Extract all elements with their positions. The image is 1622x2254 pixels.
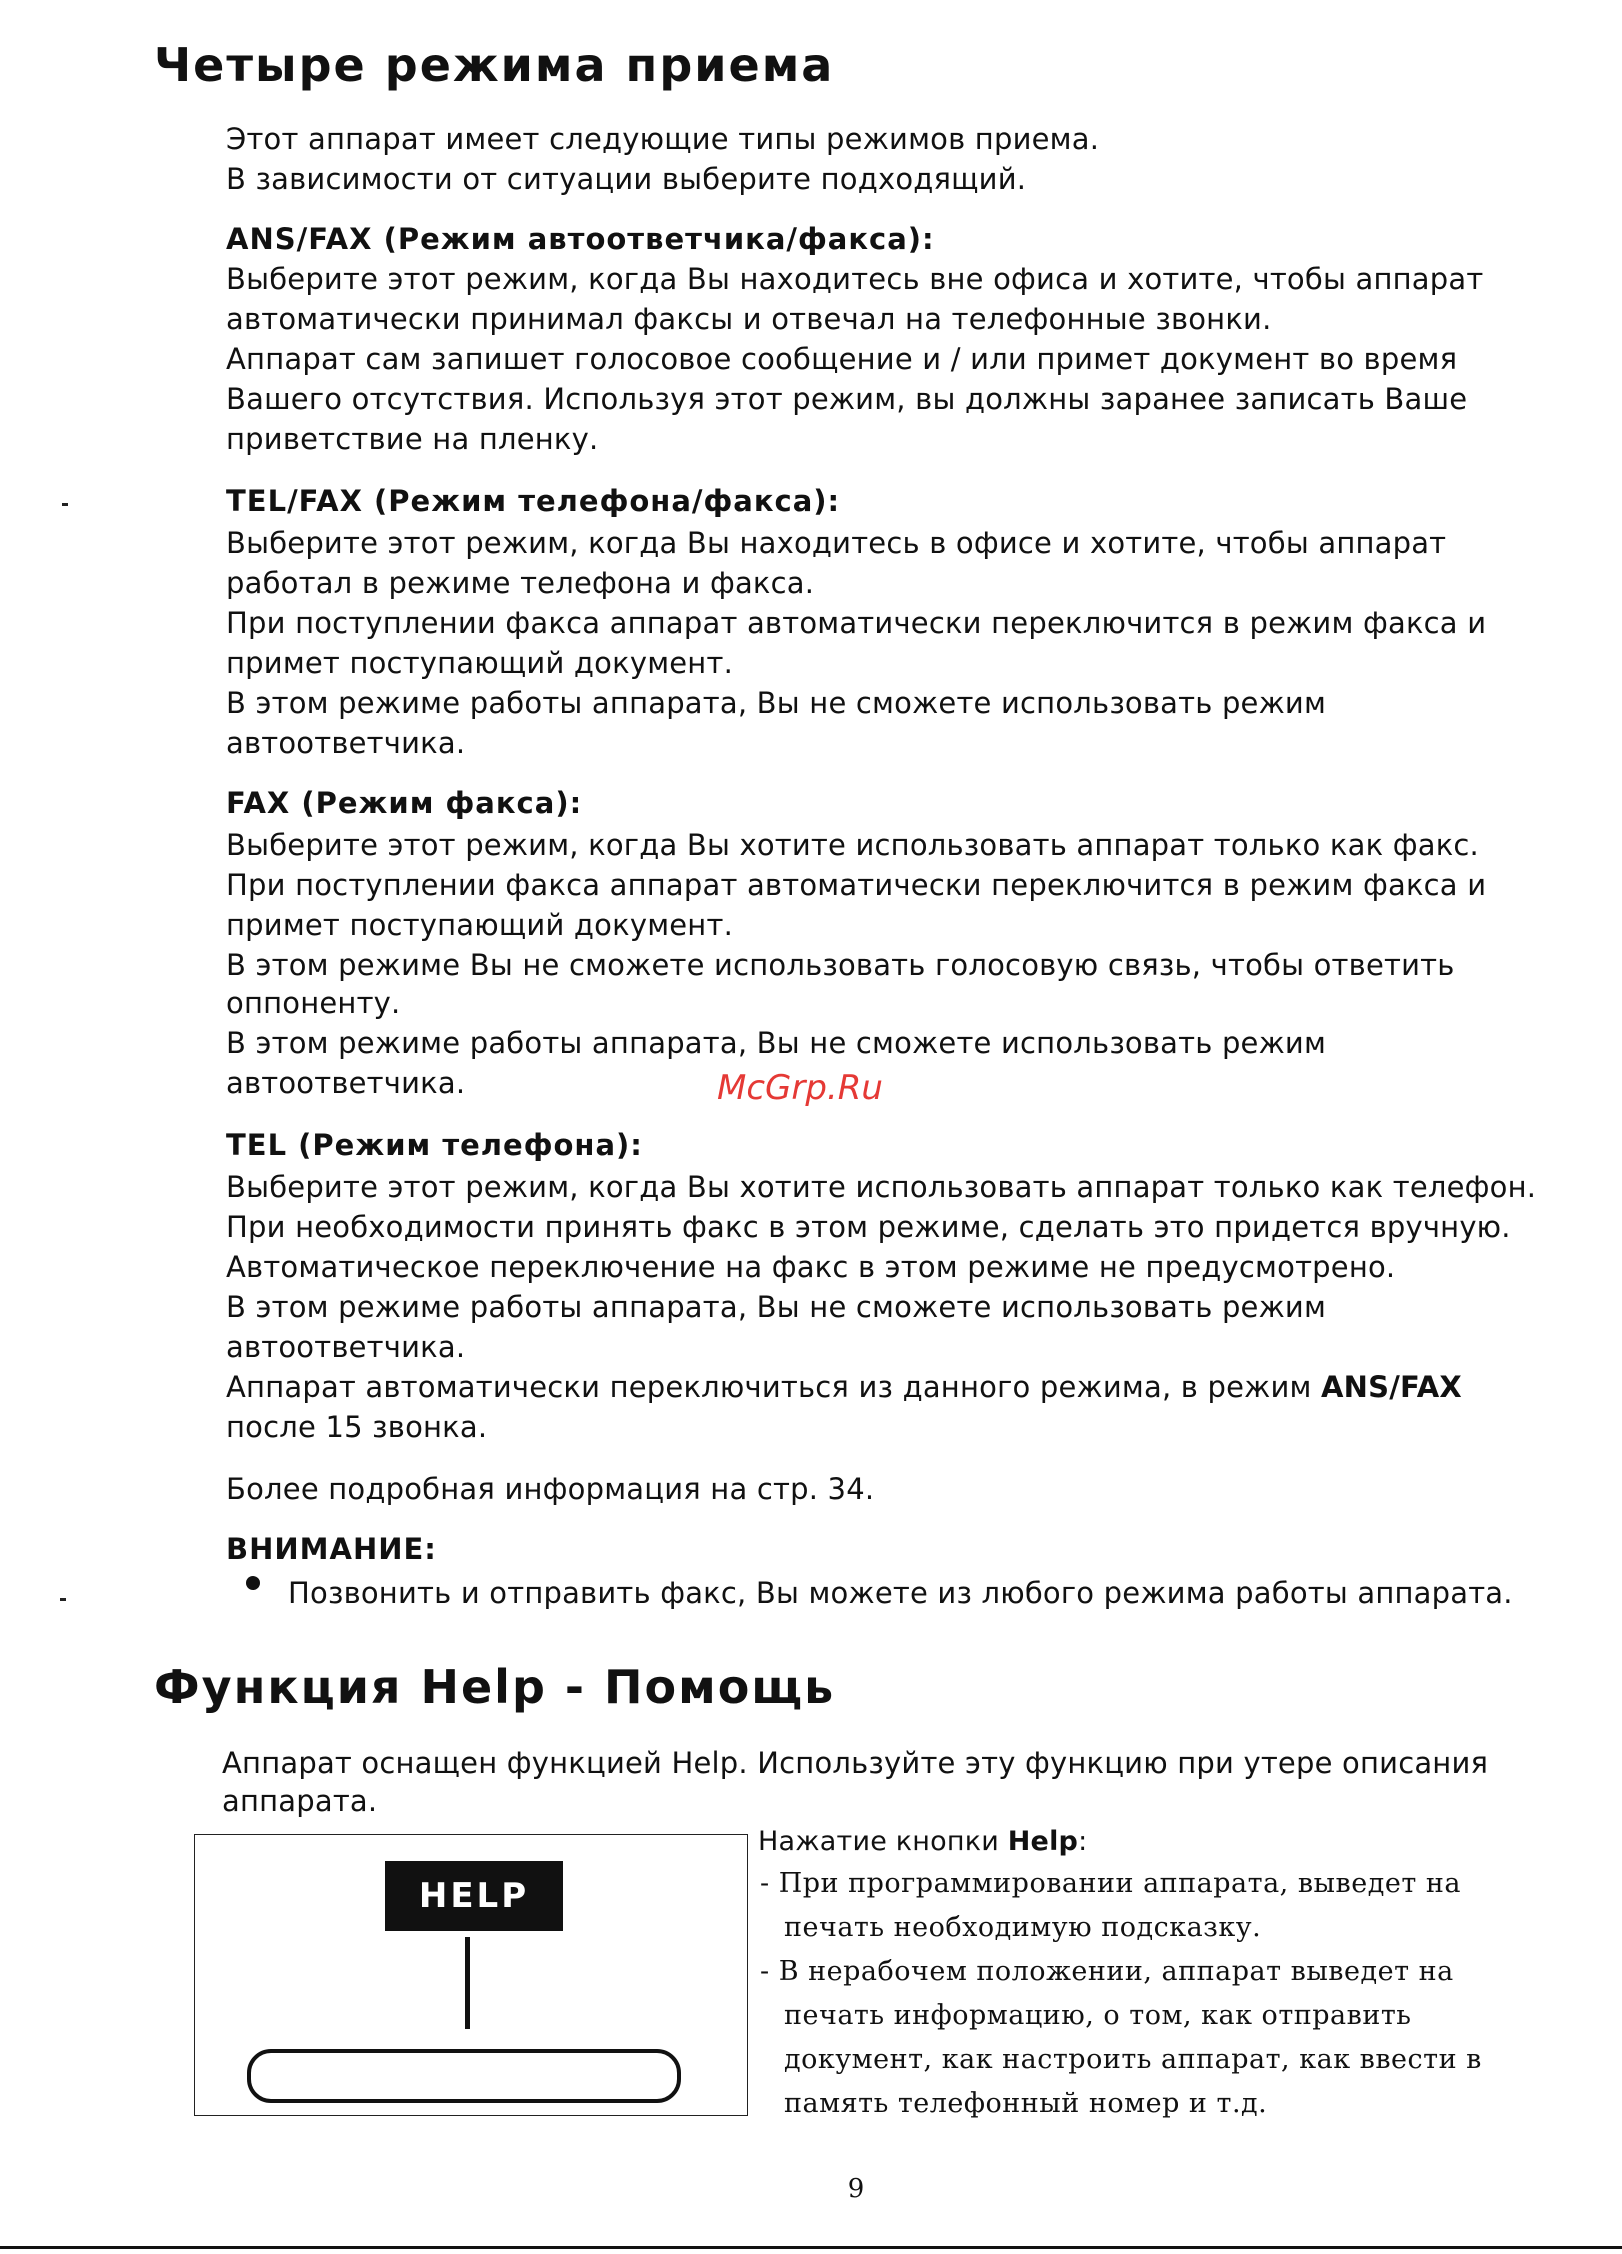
- tel-switch-prefix: Аппарат автоматически переключиться из данного режима, в режим: [226, 1370, 1322, 1404]
- help-item-line: печать информацию, о том, как отправить: [784, 2000, 1412, 2031]
- ansfax-line: приветствие на пленку.: [226, 422, 599, 456]
- telfax-line: работал в режиме телефона и факса.: [226, 566, 815, 600]
- fax-line: В этом режиме работы аппарата, Вы не сможете использовать режим: [226, 1026, 1327, 1060]
- intro-line: Этот аппарат имеет следующие типы режимов приема.: [226, 122, 1100, 156]
- telfax-line: Выберите этот режим, когда Вы находитесь в офисе и хотите, чтобы аппарат: [226, 526, 1447, 560]
- tel-line: В этом режиме работы аппарата, Вы не сможете использовать режим: [226, 1290, 1327, 1324]
- ansfax-line: Выберите этот режим, когда Вы находитесь вне офиса и хотите, чтобы аппарат: [226, 262, 1484, 296]
- fax-line: Выберите этот режим, когда Вы хотите использовать аппарат только как факс.: [226, 828, 1479, 862]
- tel-line: после 15 звонка.: [226, 1410, 488, 1444]
- tel-switch-line: [226, 1370, 1462, 1404]
- help-press-prefix: Нажатие кнопки: [758, 1826, 1008, 1857]
- help-item-line: - В нерабочем положении, аппарат выведет на: [760, 1956, 1454, 1987]
- scan-mark: [60, 1598, 66, 1601]
- tel-line: автоответчика.: [226, 1330, 466, 1364]
- help-item-line: - При программировании аппарата, выведет на: [760, 1868, 1461, 1899]
- telfax-line: автоответчика.: [226, 726, 466, 760]
- telfax-line: примет поступающий документ.: [226, 646, 733, 680]
- ansfax-line: Аппарат сам запишет голосовое сообщение и / или примет документ во время: [226, 342, 1458, 376]
- tel-line: Выберите этот режим, когда Вы хотите использовать аппарат только как телефон.: [226, 1170, 1537, 1204]
- connector-line: [465, 1937, 470, 2029]
- bullet-icon: [246, 1576, 260, 1590]
- section-title-receive-modes: Четыре режима приема: [154, 38, 835, 92]
- help-diagram: [194, 1834, 748, 2116]
- telfax-heading: TEL/FAX (Режим телефона/факса):: [226, 484, 841, 518]
- help-press-line: [758, 1826, 1087, 1857]
- fax-line: автоответчика.: [226, 1066, 466, 1100]
- attention-heading: ВНИМАНИЕ:: [226, 1532, 437, 1566]
- tel-switch-mode: ANS/FAX: [1321, 1370, 1462, 1404]
- help-intro-line: аппарата.: [222, 1784, 378, 1818]
- tel-line: При необходимости принять факс в этом режиме, сделать это придется вручную.: [226, 1210, 1511, 1244]
- ansfax-line: автоматически принимал факсы и отвечал на телефонные звонки.: [226, 302, 1272, 336]
- watermark: McGrp.Ru: [717, 1068, 883, 1108]
- attention-bullet-text: Позвонить и отправить факс, Вы можете из любого режима работы аппарата.: [288, 1576, 1513, 1610]
- paper-slot-illustration: [247, 2049, 681, 2103]
- help-item-line: память телефонный номер и т.д.: [784, 2088, 1268, 2119]
- telfax-line: В этом режиме работы аппарата, Вы не сможете использовать режим: [226, 686, 1327, 720]
- section-title-help: Функция Help - Помощь: [154, 1660, 836, 1714]
- fax-heading: FAX (Режим факса):: [226, 786, 583, 820]
- scan-bottom-rule: [0, 2246, 1622, 2249]
- tel-line: Автоматическое переключение на факс в этом режиме не предусмотрено.: [226, 1250, 1396, 1284]
- intro-line: В зависимости от ситуации выберите подходящий.: [226, 162, 1027, 196]
- fax-line: оппоненту.: [226, 986, 401, 1020]
- help-item-line: документ, как настроить аппарат, как ввести в: [784, 2044, 1482, 2075]
- help-intro-line: Аппарат оснащен функцией Help. Используйте эту функцию при утере описания: [222, 1746, 1489, 1780]
- ansfax-line: Вашего отсутствия. Используя этот режим, вы должны заранее записать Ваше: [226, 382, 1468, 416]
- help-item-line: печать необходимую подсказку.: [784, 1912, 1262, 1943]
- help-press-suffix: :: [1078, 1826, 1088, 1857]
- fax-line: примет поступающий документ.: [226, 908, 733, 942]
- page-number: 9: [847, 2174, 865, 2204]
- tel-heading: TEL (Режим телефона):: [226, 1128, 643, 1162]
- help-button-illustration: HELP: [385, 1861, 563, 1931]
- scan-mark: [62, 503, 68, 506]
- fax-line: При поступлении факса аппарат автоматически переключится в режим факса и: [226, 868, 1487, 902]
- help-press-key: Help: [1007, 1826, 1079, 1857]
- ansfax-heading: ANS/FAX (Режим автоответчика/факса):: [226, 222, 935, 256]
- more-info-text: Более подробная информация на стр. 34.: [226, 1472, 875, 1506]
- telfax-line: При поступлении факса аппарат автоматически переключится в режим факса и: [226, 606, 1487, 640]
- fax-line: В этом режиме Вы не сможете использовать голосовую связь, чтобы ответить: [226, 948, 1455, 982]
